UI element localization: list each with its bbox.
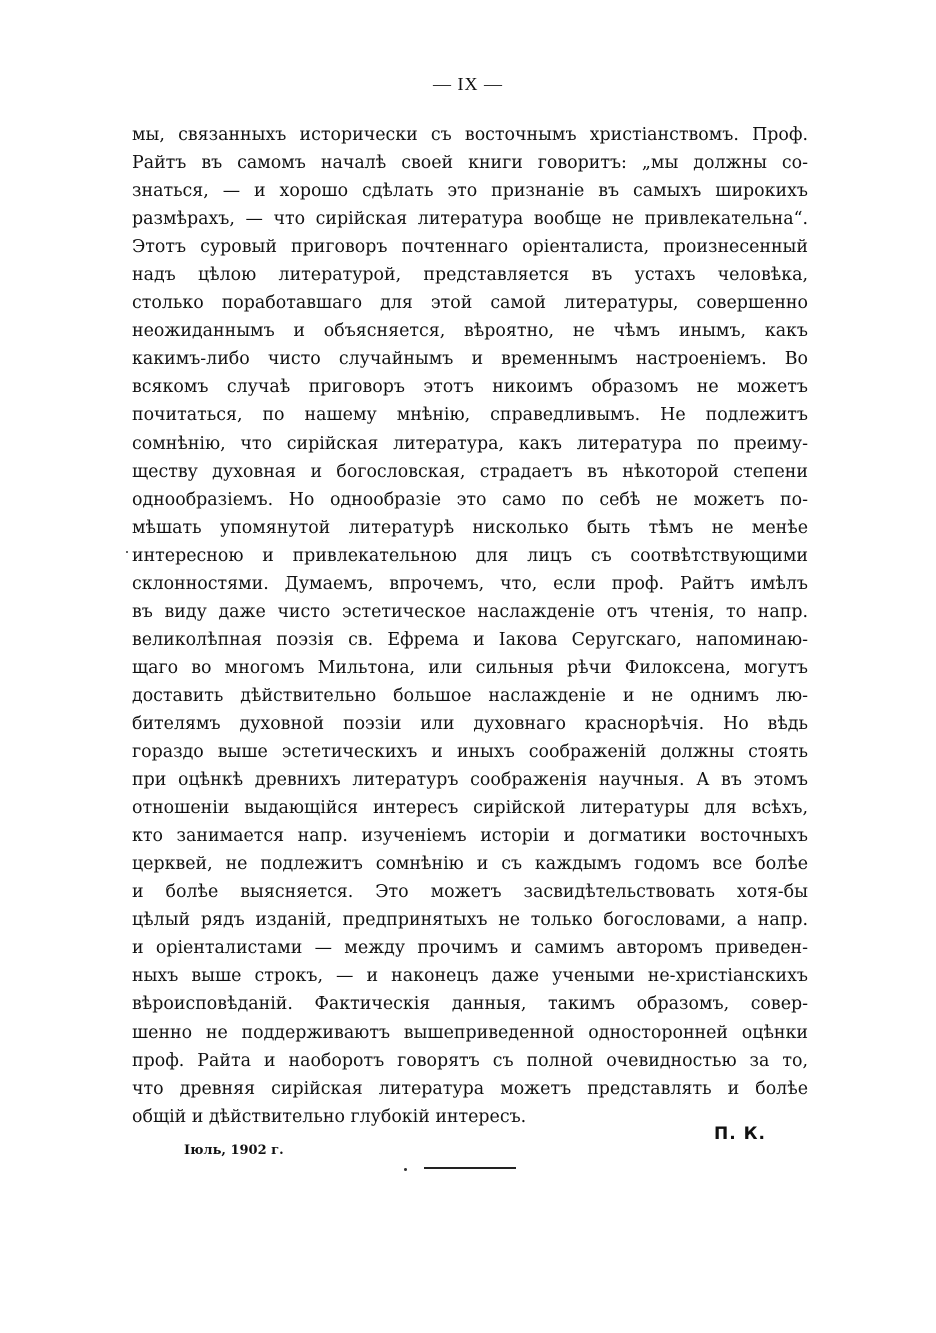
text-line: однообразіемъ. Но однообразіе это само по себѣ не можетъ по- <box>132 489 808 510</box>
text-line: интересною и привлекательною для лицъ съ соотвѣтствующими <box>132 545 808 566</box>
text-line: столько поработавшаго для этой самой литературы, совершенно <box>132 293 808 314</box>
text-line: гораздо выше эстетическихъ и иныхъ соображеній должны стоять <box>132 742 808 763</box>
text-line: шенно не поддерживаютъ вышеприведенной односторонней оцѣнки <box>132 1022 808 1043</box>
page-number: — IX — <box>433 74 503 94</box>
text-line: ществу духовная и богословская, страдаетъ въ нѣкоторой степени <box>132 461 808 482</box>
text-line: мѣшать упомянутой литературѣ нисколько быть тѣмъ не менѣе <box>132 517 808 538</box>
text-line: и болѣе выясняется. Это можетъ засвидѣтельствовать хотя-бы <box>132 882 808 903</box>
text-line: надъ цѣлою литературой, представляется въ устахъ человѣка, <box>132 265 808 286</box>
text-line: Райтъ въ самомъ началѣ своей книги говоритъ: „мы должны со- <box>132 153 808 174</box>
closing-rule <box>424 1167 516 1169</box>
text-line: размѣрахъ, — что сирійская литература вообще не привлекательна“. <box>132 209 808 230</box>
text-line: что древняя сирійская литература можетъ представлять и болѣе <box>132 1078 808 1099</box>
author-signature: П. К. <box>714 1124 766 1144</box>
body-text <box>132 121 808 1131</box>
text-line: вѣроисповѣданій. Фактическія данныя, такимъ образомъ, совер- <box>132 994 808 1015</box>
text-line: въ виду даже чисто эстетическое наслажденіе отъ чтенія, то напр. <box>132 601 808 622</box>
text-line: цѣлый рядъ изданій, предпринятыхъ не только богословами, а напр. <box>132 910 808 931</box>
text-line: при оцѣнкѣ древнихъ литературъ соображенія научныя. А въ этомъ <box>132 770 808 791</box>
text-line: почитаться, по нашему мнѣнію, справедливымъ. Не подлежитъ <box>132 405 808 426</box>
text-line: доставить дѣйствительно большое наслажденіе и не однимъ лю- <box>132 685 808 706</box>
text-line: ныхъ выше строкъ, — и наконецъ даже учеными не-христіанскихъ <box>132 966 808 987</box>
text-line: отношеніи выдающійся интересъ сирійской литературы для всѣхъ, <box>132 798 808 819</box>
margin-dot <box>126 551 128 553</box>
ornament-dot <box>404 1168 407 1171</box>
text-line: великолѣпная поэзія св. Ефрема и Іакова Серугскаго, напоминаю- <box>132 629 808 650</box>
text-line: Этотъ суровый приговоръ почтеннаго оріенталиста, произнесенный <box>132 237 808 258</box>
text-line: какимъ-либо чисто случайнымъ и временнымъ настроеніемъ. Во <box>132 349 808 370</box>
text-line: бителямъ духовной поэзіи или духовнаго краснорѣчія. Но вѣдь <box>132 713 808 734</box>
text-line: щаго во многомъ Мильтона, или сильныя рѣчи Филоксена, могутъ <box>132 657 808 678</box>
text-line: всякомъ случаѣ приговоръ этотъ никоимъ образомъ не можетъ <box>132 377 808 398</box>
text-line-last: общій и дѣйствительно глубокій интересъ. <box>132 1106 527 1127</box>
text-line: проф. Райта и наоборотъ говорятъ съ полной очевидностью за то, <box>132 1050 808 1071</box>
date-line: Іюль, 1902 г. <box>184 1143 284 1158</box>
text-line: знаться, — и хорошо сдѣлать это признаніе въ самыхъ широкихъ <box>132 181 808 202</box>
text-line: мы, связанныхъ исторически съ восточнымъ христіанствомъ. Проф. <box>132 125 808 145</box>
text-line: склонностями. Думаемъ, впрочемъ, что, если проф. Райтъ имѣлъ <box>132 573 808 594</box>
text-line: кто занимается напр. изученіемъ исторіи и догматики восточныхъ <box>132 826 808 847</box>
text-line: и оріенталистами — между прочимъ и самимъ авторомъ приведен- <box>132 938 808 959</box>
text-line: церквей, не подлежитъ сомнѣнію и съ каждымъ годомъ все болѣе <box>132 854 808 875</box>
text-line: сомнѣнію, что сирійская литература, какъ литература по преиму- <box>132 433 808 454</box>
text-line: неожиданнымъ и объясняется, вѣроятно, не чѣмъ инымъ, какъ <box>132 321 808 342</box>
